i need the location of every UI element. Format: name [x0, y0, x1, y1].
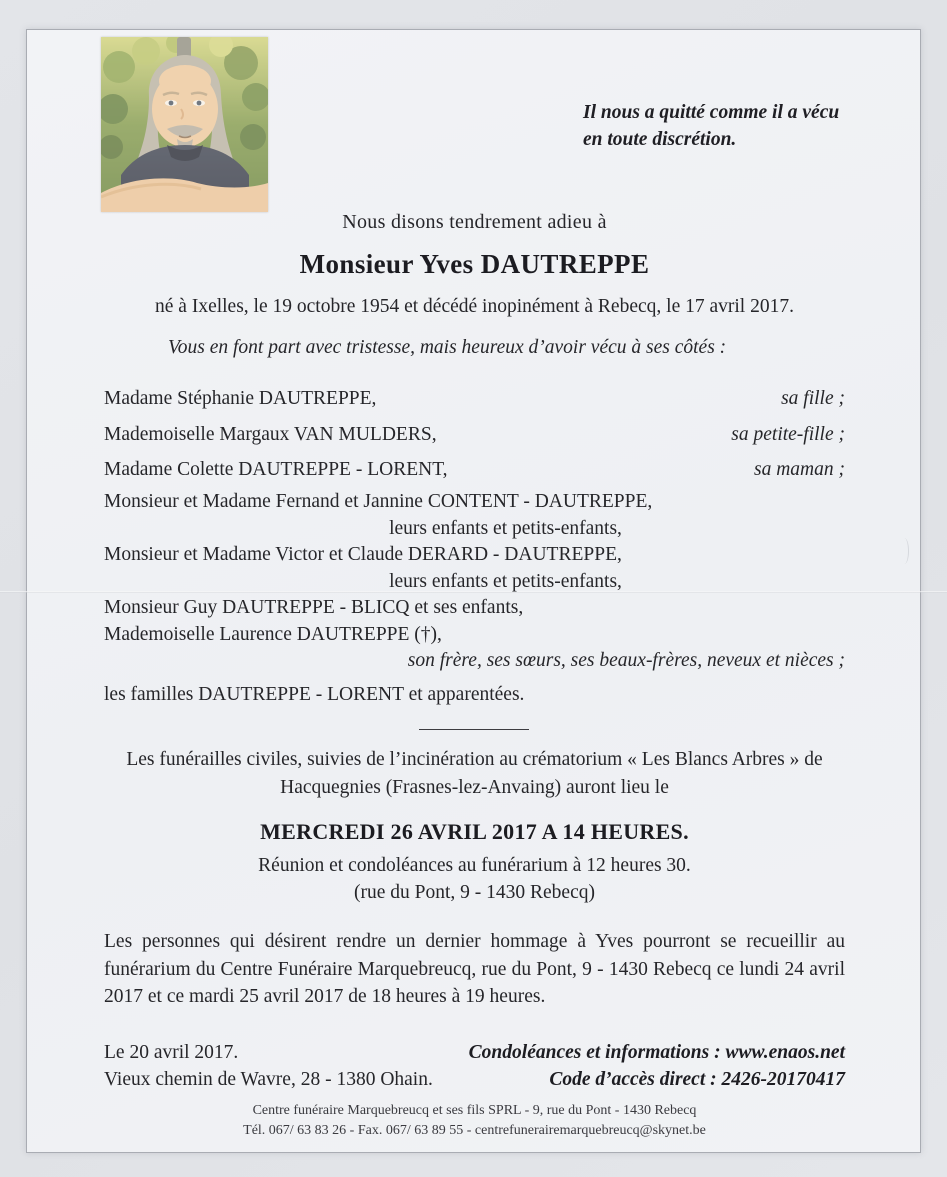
gathering-address: (rue du Pont, 9 - 1430 Rebecq)	[354, 882, 595, 903]
relatives-list	[104, 381, 845, 488]
relative-name: Madame Colette DAUTREPPE - LORENT,	[104, 459, 448, 481]
intro-line: Nous disons tendrement adieu à	[342, 211, 607, 233]
relative-relation: sa maman ;	[754, 459, 845, 481]
family-line: leurs enfants et petits-enfants,	[389, 570, 622, 592]
family-list	[104, 489, 845, 708]
relative-relation: sa fille ;	[781, 388, 845, 409]
family-line: leurs enfants et petits-enfants,	[389, 517, 622, 539]
family-relations-line: son frère, ses sœurs, ses beaux-frères, neveux et nièces ;	[407, 650, 845, 671]
announcement-line: Vous en font part avec tristesse, mais heureux d’avoir vécu à ses côtés :	[168, 337, 727, 358]
dateline: Le 20 avril 2017.	[104, 1042, 239, 1063]
signature-row-1	[104, 1042, 845, 1064]
access-code: Code d’accès direct : 2426-20170417	[549, 1069, 845, 1090]
section-divider	[419, 729, 529, 730]
gathering-line: Réunion et condoléances au funérarium à 12 heures 30.	[258, 855, 691, 876]
epitaph-quote	[583, 99, 863, 153]
condolences-info: Condoléances et informations : www.enaos.net	[468, 1042, 845, 1063]
family-line: Mademoiselle Laurence DAUTREPPE (†),	[104, 623, 442, 645]
deceased-name: Monsieur Yves DAUTREPPE	[299, 249, 650, 279]
visitation-paragraph: Les personnes qui désirent rendre un dernier hommage à Yves pourront se recueillir au funérarium du Centre Funéraire Marquebreucq, rue du Pont, 9 - 1430 Rebecq ce lundi 24 avril 2017 et ce mardi 25 avril 2017 de 18 heures à 19 heures.	[104, 931, 845, 1008]
ceremony-intro	[104, 746, 845, 802]
family-line: Monsieur Guy DAUTREPPE - BLICQ et ses enfants,	[104, 597, 524, 618]
relative-relation: sa petite-fille ;	[731, 423, 845, 445]
ceremony-intro-line-1: Les funérailles civiles, suivies de l’incinération au crématorium « Les Blancs Arbres » de	[126, 749, 823, 770]
life-dates: né à Ixelles, le 19 octobre 1954 et décédé inopinément à Rebecq, le 17 avril 2017.	[155, 296, 794, 317]
relative-name: Mademoiselle Margaux VAN MULDERS,	[104, 423, 437, 445]
ceremony-intro-line-2: Hacquegnies (Frasnes-lez-Anvaing) auront lieu le	[280, 777, 669, 798]
relative-row	[104, 452, 845, 488]
signature-row-2	[104, 1069, 845, 1091]
home-address: Vieux chemin de Wavre, 28 - 1380 Ohain.	[104, 1069, 433, 1090]
epitaph-line-1: Il nous a quitté comme il a vécu	[583, 102, 840, 123]
funeral-home-line-2: Tél. 067/ 63 83 26 - Fax. 067/ 63 89 55 - centrefunerairemarquebreucq@skynet.be	[243, 1123, 706, 1138]
relative-name: Madame Stéphanie DAUTREPPE,	[104, 388, 377, 409]
relative-row	[104, 417, 845, 453]
family-line: Monsieur et Madame Victor et Claude DERARD - DAUTREPPE,	[104, 544, 622, 565]
portrait-photo	[101, 37, 268, 212]
family-line: Monsieur et Madame Fernand et Jannine CONTENT - DAUTREPPE,	[104, 491, 653, 512]
family-line: les familles DAUTREPPE - LORENT et apparentées.	[104, 683, 525, 705]
epitaph-line-2: en toute discrétion.	[583, 129, 737, 150]
ceremony-datetime: MERCREDI 26 AVRIL 2017 A 14 HEURES.	[260, 819, 689, 844]
relative-row	[104, 381, 845, 417]
scan-artifact	[900, 538, 909, 564]
funeral-home-line-1: Centre funéraire Marquebreucq et ses fils SPRL - 9, rue du Pont - 1430 Rebecq	[252, 1103, 697, 1118]
